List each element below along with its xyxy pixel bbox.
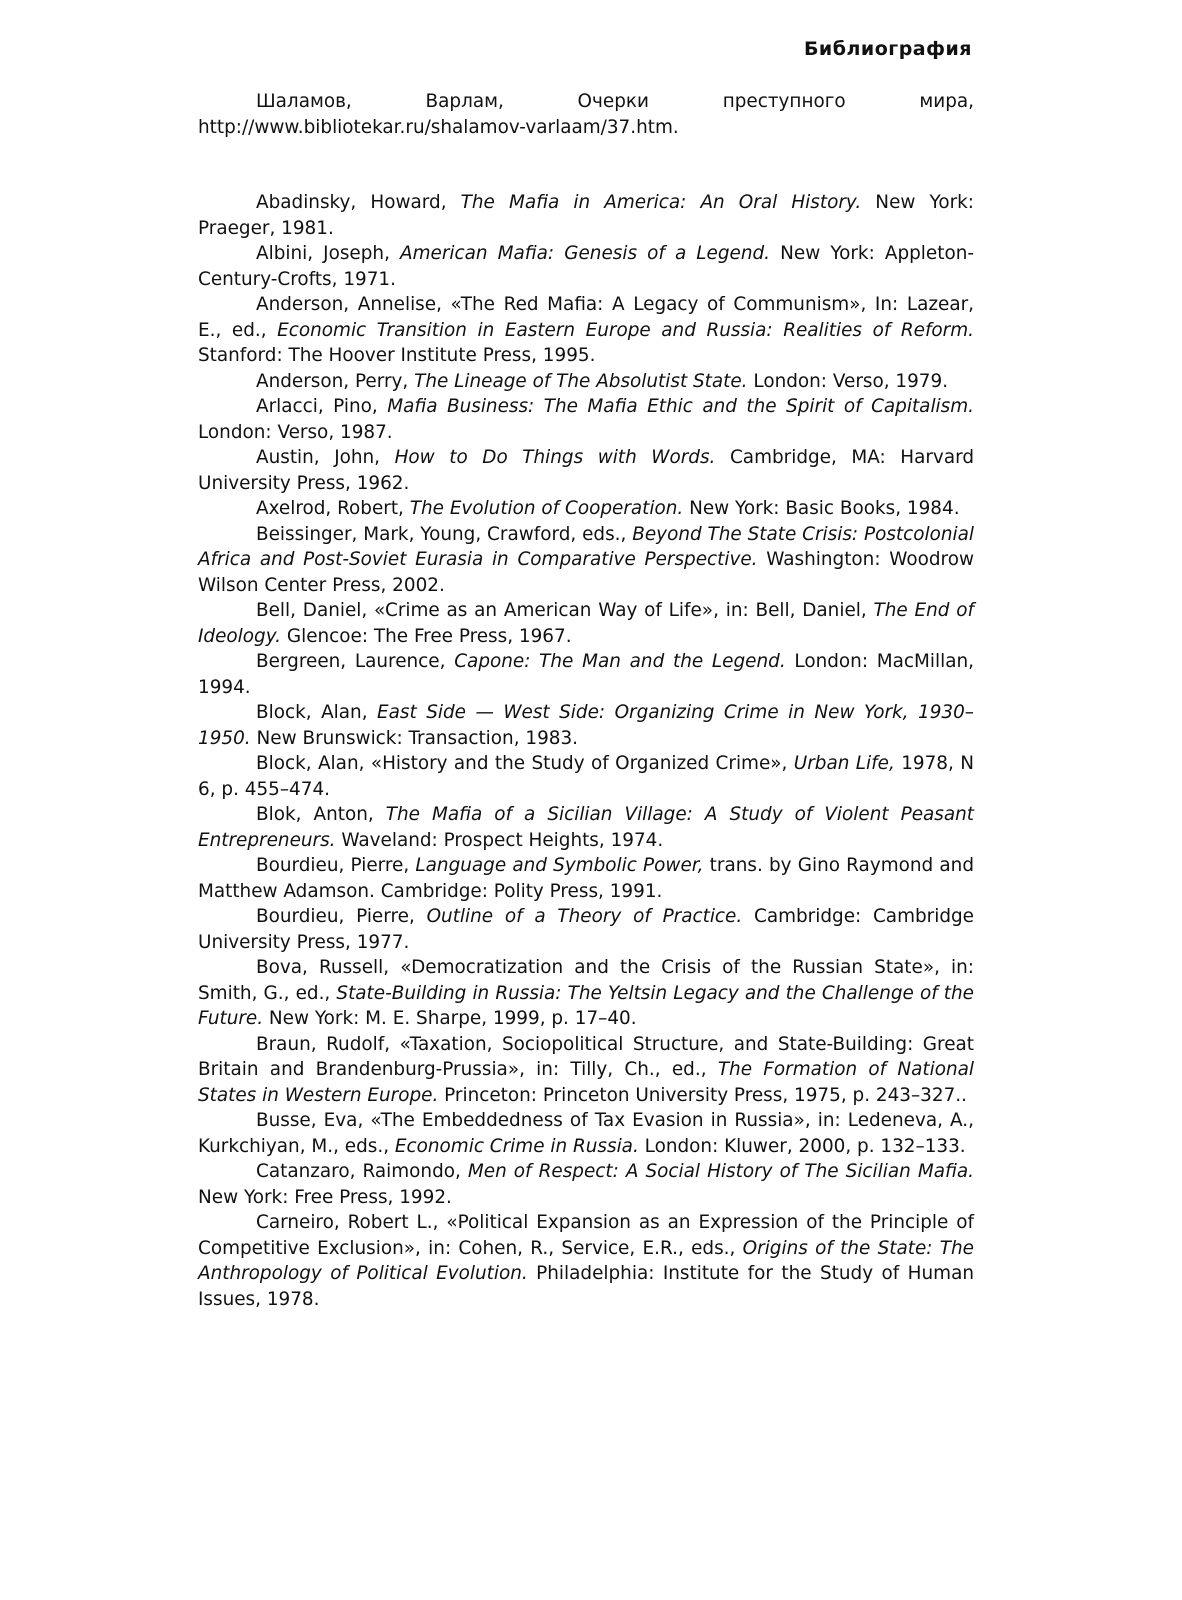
- entry-details: New Brunswick: Transaction, 1983.: [250, 727, 579, 749]
- bibliography-entry: [198, 751, 974, 802]
- entry-author: Anderson, Annelise, «The Red Mafia: A Legacy of Communism», In: Lazear, E., ed.,: [198, 294, 974, 341]
- entry-details: trans. by Gino Raymond and Matthew Adamson. Cambridge: Polity Press, 1991.: [198, 855, 974, 902]
- entry-details: London: MacMillan, 1994.: [198, 651, 974, 698]
- entry-title: State-Building in Russia: The Yeltsin Legacy and the Challenge of the Future.: [198, 982, 974, 1029]
- entry-details: Waveland: Prospect Heights, 1974.: [335, 829, 664, 851]
- entry-title: American Mafia: Genesis of a Legend.: [400, 243, 771, 264]
- entry-title: Men of Respect: A Social History of The Sicilian Mafia.: [467, 1161, 974, 1182]
- entry-details: London: Verso, 1979.: [747, 370, 949, 392]
- entry-title: The Evolution of Cooperation.: [409, 498, 684, 519]
- bibliography-entry: [198, 598, 974, 649]
- bibliography-entry: [198, 522, 974, 599]
- entry-author: Arlacci, Pino,: [256, 396, 388, 417]
- entry-author: Abadinsky, Howard,: [256, 192, 461, 213]
- entry-author: Carneiro, Robert L., «Political Expansion as an Expression of the Principle of Competitive Exclusion», in: Cohen, R., Service, E.R., eds.,: [198, 1212, 974, 1259]
- bibliography-entry: [198, 1159, 974, 1210]
- entry-author: Axelrod, Robert,: [256, 498, 410, 519]
- entry-author: Blok, Anton,: [256, 804, 386, 825]
- bibliography-entry: [198, 292, 974, 369]
- bibliography-entry: [198, 853, 974, 904]
- bibliography-entry: [198, 1108, 974, 1159]
- entry-details: London: Kluwer, 2000, p. 132–133.: [638, 1135, 966, 1157]
- entry-details: Princeton: Princeton University Press, 1975, p. 243–327..: [438, 1084, 967, 1106]
- entry-title: Beyond The State Crisis: Postcolonial Africa and Post-Soviet Eurasia in Comparative Perspective.: [198, 523, 974, 570]
- entry-details: London: Verso, 1987.: [198, 421, 393, 443]
- bibliography-entry: [198, 496, 974, 522]
- entry-title: Origins of the State: The Anthropology of Political Evolution.: [198, 1237, 974, 1284]
- entry-title: The End of Ideology.: [198, 600, 974, 647]
- entry-author: Albini, Joseph,: [256, 243, 401, 264]
- entry-title: Language and Symbolic Power,: [415, 855, 704, 876]
- bibliography-entry: [198, 1210, 974, 1312]
- entry-author: Catanzaro, Raimondo,: [256, 1161, 468, 1182]
- entry-title: East Side — West Side: Organizing Crime in New York, 1930–1950.: [198, 702, 974, 749]
- bibliography-list: [198, 89, 974, 1312]
- entry-author: Bova, Russell, «Democratization and the Crisis of the Russian State», in: Smith, G., ed.,: [198, 957, 974, 1004]
- bibliography-entry: [198, 369, 974, 395]
- bibliography-entry: [198, 802, 974, 853]
- entry-details: New York: Praeger, 1981.: [198, 192, 974, 239]
- bibliography-entry: [198, 190, 974, 241]
- bibliography-entry: [198, 649, 974, 700]
- entry-details: Glencoe: The Free Press, 1967.: [281, 625, 572, 647]
- entry-author: Block, Alan, «History and the Study of Organized Crime»,: [256, 753, 794, 774]
- bibliography-entry: [198, 1032, 974, 1109]
- entry-title: Urban Life,: [793, 753, 895, 774]
- entry-title: The Formation of National States in Western Europe.: [198, 1059, 975, 1106]
- bibliography-entry: [198, 89, 974, 140]
- bibliography-entry: [198, 241, 974, 292]
- bibliography-entry: [198, 445, 974, 496]
- entry-details: Washington: Woodrow Wilson Center Press, 2002.: [198, 549, 974, 596]
- entry-author: Busse, Eva, «The Embeddedness of Tax Evasion in Russia», in: Ledeneva, A., Kurkchiyan, M., eds.,: [198, 1110, 974, 1157]
- entry-title: The Mafia of a Sicilian Village: A Study of Violent Peasant Entrepreneurs.: [198, 804, 974, 851]
- entry-author: Block, Alan,: [256, 702, 378, 723]
- bibliography-entry: [198, 700, 974, 751]
- entry-details: Stanford: The Hoover Institute Press, 1995.: [198, 345, 596, 366]
- running-head: Библиография: [803, 38, 972, 60]
- bibliography-entry: [198, 904, 974, 955]
- entry-author: Bell, Daniel, «Crime as an American Way of Life», in: Bell, Daniel,: [256, 600, 874, 621]
- entry-author: Bourdieu, Pierre,: [256, 855, 416, 876]
- entry-author: Bergreen, Laurence,: [256, 651, 455, 672]
- entry-title: Economic Crime in Russia.: [394, 1135, 639, 1157]
- entry-author: Braun, Rudolf, «Taxation, Sociopolitical Structure, and State-Building: Great Britain and Brandenburg-Prussia», in: Tilly, Ch., ed.,: [198, 1033, 974, 1080]
- entry-title: The Lineage of The Absolutist State.: [414, 370, 748, 392]
- entry-text: Шаламов, Варлам, Очерки преступного мира, http://www.bibliotekar.ru/shalamov-varlaam/37.htm.: [198, 91, 974, 138]
- entry-details: 1978, N 6, p. 455–474.: [198, 753, 974, 800]
- entry-details: New York: Free Press, 1992.: [198, 1186, 452, 1208]
- entry-details: New York: Basic Books, 1984.: [683, 498, 960, 519]
- entry-author: Bourdieu, Pierre,: [256, 906, 427, 927]
- entry-title: Capone: The Man and the Legend.: [454, 651, 786, 672]
- entry-details: Cambridge: Cambridge University Press, 1977.: [198, 906, 975, 953]
- entry-author: Austin, John,: [256, 447, 395, 468]
- entry-author: Beissinger, Mark, Young, Crawford, eds.,: [256, 523, 633, 545]
- entry-title: How to Do Things with Words.: [394, 447, 716, 468]
- entry-title: The Mafia in America: An Oral History.: [460, 192, 862, 213]
- bibliography-entry: [198, 394, 974, 445]
- bibliography-entry: [198, 955, 974, 1032]
- entry-details: Cambridge, MA: Harvard University Press, 1962.: [198, 447, 974, 494]
- entry-details: New York: M. E. Sharpe, 1999, p. 17–40.: [263, 1008, 637, 1029]
- entry-title: Outline of a Theory of Practice.: [426, 906, 743, 927]
- entry-details: New York: Appleton-Century-Crofts, 1971.: [198, 243, 974, 290]
- entry-title: Economic Transition in Eastern Europe and Russia: Realities of Reform.: [277, 319, 974, 341]
- entry-author: Anderson, Perry,: [256, 370, 415, 392]
- entry-details: Philadelphia: Institute for the Study of Human Issues, 1978.: [198, 1263, 974, 1310]
- entry-title: Mafia Business: The Mafia Ethic and the Spirit of Capitalism.: [387, 396, 974, 417]
